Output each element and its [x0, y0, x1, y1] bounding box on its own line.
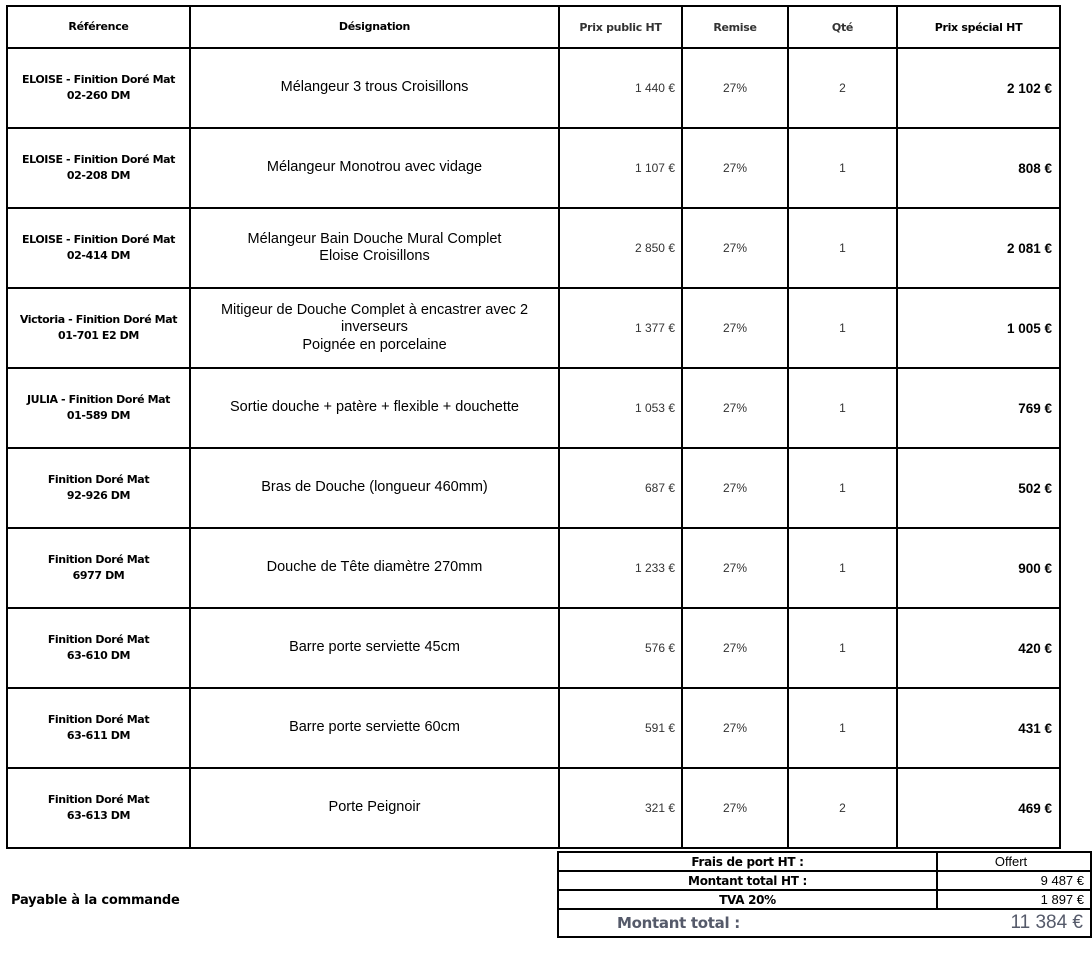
reference-cell — [7, 448, 190, 528]
prix-special-cell: 900 € — [897, 528, 1060, 608]
prix-public-cell: 1 107 € — [559, 128, 682, 208]
prix-public-cell: 591 € — [559, 688, 682, 768]
reference-code: 02-260 DM — [66, 89, 131, 102]
reference-cell — [7, 208, 190, 288]
reference-name: Finition Doré Mat — [47, 793, 150, 806]
quantity-cell: 1 — [788, 288, 897, 368]
table-row — [7, 768, 1060, 848]
reference-cell — [7, 368, 190, 448]
designation-line-1: Mélangeur 3 trous Croisillons — [280, 79, 469, 96]
prix-special-cell: 808 € — [897, 128, 1060, 208]
prix-special-cell: 2 102 € — [897, 48, 1060, 128]
designation-cell — [190, 128, 559, 208]
payment-note: Payable à la commande — [11, 893, 180, 908]
reference-cell — [7, 48, 190, 128]
reference-cell — [7, 608, 190, 688]
reference-name: Victoria - Finition Doré Mat — [19, 313, 178, 326]
table-row — [7, 128, 1060, 208]
quantity-cell: 1 — [788, 688, 897, 768]
designation-line-1: Barre porte serviette 45cm — [289, 639, 460, 656]
prix-public-cell: 576 € — [559, 608, 682, 688]
designation-line-1: Mitigeur de Douche Complet à encastrer avec 2 — [220, 301, 529, 318]
quantity-cell: 1 — [788, 448, 897, 528]
reference-name: ELOISE - Finition Doré Mat — [22, 73, 175, 86]
reference-name: Finition Doré Mat — [47, 633, 150, 646]
remise-cell: 27% — [682, 48, 788, 128]
table-header-row — [7, 6, 1060, 48]
quantity-cell: 1 — [788, 128, 897, 208]
prix-public-cell: 321 € — [559, 768, 682, 848]
designation-cell — [190, 528, 559, 608]
table-row — [7, 608, 1060, 688]
reference-code: 6977 DM — [72, 569, 125, 582]
table-row — [7, 528, 1060, 608]
designation-cell — [190, 608, 559, 688]
designation-line-1: Bras de Douche (longueur 460mm) — [261, 479, 488, 496]
designation-line-1: Douche de Tête diamètre 270mm — [266, 559, 483, 576]
prix-special-cell: 769 € — [897, 368, 1060, 448]
reference-code: 01-589 DM — [66, 409, 131, 422]
prix-special-cell: 2 081 € — [897, 208, 1060, 288]
remise-cell: 27% — [682, 128, 788, 208]
grand-total-row — [558, 909, 1091, 937]
header-prix-special: Prix spécial HT — [897, 6, 1060, 48]
reference-name: Finition Doré Mat — [47, 553, 150, 566]
reference-code: 92-926 DM — [66, 489, 131, 502]
reference-code: 02-414 DM — [66, 249, 131, 262]
designation-line-1: Barre porte serviette 60cm — [289, 719, 460, 736]
shipping-label: Frais de port HT : — [558, 852, 937, 871]
reference-code: 63-611 DM — [66, 729, 131, 742]
remise-cell: 27% — [682, 288, 788, 368]
designation-cell — [190, 288, 559, 368]
table-row — [7, 208, 1060, 288]
designation-cell — [190, 688, 559, 768]
remise-cell: 27% — [682, 688, 788, 768]
remise-cell: 27% — [682, 528, 788, 608]
reference-name: Finition Doré Mat — [47, 713, 150, 726]
table-row — [7, 288, 1060, 368]
quantity-cell: 2 — [788, 768, 897, 848]
designation-line-1: Mélangeur Monotrou avec vidage — [266, 159, 483, 176]
quantity-cell: 1 — [788, 528, 897, 608]
prix-special-cell: 420 € — [897, 608, 1060, 688]
prix-public-cell: 1 233 € — [559, 528, 682, 608]
grand-total-value: 11 384 € — [937, 909, 1091, 937]
designation-line-3: Poignée en porcelaine — [302, 336, 447, 353]
table-row — [7, 368, 1060, 448]
reference-name: JULIA - Finition Doré Mat — [26, 393, 171, 406]
reference-cell — [7, 768, 190, 848]
reference-name: ELOISE - Finition Doré Mat — [22, 153, 175, 166]
total-ht-label: Montant total HT : — [558, 871, 937, 890]
reference-name: ELOISE - Finition Doré Mat — [22, 233, 175, 246]
designation-line-1: Sortie douche + patère + flexible + douchette — [230, 399, 519, 416]
reference-cell — [7, 128, 190, 208]
quantity-cell: 1 — [788, 368, 897, 448]
grand-total-label: Montant total : — [558, 909, 937, 937]
tva-label: TVA 20% — [558, 890, 937, 909]
designation-cell — [190, 368, 559, 448]
prix-special-cell: 1 005 € — [897, 288, 1060, 368]
tva-value: 1 897 € — [937, 890, 1091, 909]
designation-cell — [190, 48, 559, 128]
header-remise: Remise — [682, 6, 788, 48]
shipping-value: Offert — [937, 852, 1091, 871]
total-ht-row — [558, 871, 1091, 890]
remise-cell: 27% — [682, 448, 788, 528]
total-ht-value: 9 487 € — [937, 871, 1091, 890]
header-reference: Référence — [7, 6, 190, 48]
reference-name: Finition Doré Mat — [47, 473, 150, 486]
prix-public-cell: 2 850 € — [559, 208, 682, 288]
reference-code: 02-208 DM — [66, 169, 131, 182]
quantity-cell: 1 — [788, 608, 897, 688]
designation-cell — [190, 768, 559, 848]
prix-special-cell: 502 € — [897, 448, 1060, 528]
remise-cell: 27% — [682, 208, 788, 288]
quantity-cell: 1 — [788, 208, 897, 288]
reference-cell — [7, 688, 190, 768]
quote-table — [6, 5, 1061, 849]
prix-public-cell: 687 € — [559, 448, 682, 528]
designation-cell — [190, 448, 559, 528]
designation-cell — [190, 208, 559, 288]
header-qte: Qté — [788, 6, 897, 48]
prix-public-cell: 1 440 € — [559, 48, 682, 128]
remise-cell: 27% — [682, 368, 788, 448]
prix-special-cell: 469 € — [897, 768, 1060, 848]
reference-cell — [7, 288, 190, 368]
designation-line-1: Porte Peignoir — [328, 799, 421, 816]
table-row — [7, 48, 1060, 128]
reference-cell — [7, 528, 190, 608]
quantity-cell: 2 — [788, 48, 897, 128]
tva-row — [558, 890, 1091, 909]
header-designation: Désignation — [190, 6, 559, 48]
remise-cell: 27% — [682, 608, 788, 688]
shipping-row — [558, 852, 1091, 871]
remise-cell: 27% — [682, 768, 788, 848]
prix-special-cell: 431 € — [897, 688, 1060, 768]
header-prix-public: Prix public HT — [559, 6, 682, 48]
prix-public-cell: 1 377 € — [559, 288, 682, 368]
prix-public-cell: 1 053 € — [559, 368, 682, 448]
reference-code: 63-610 DM — [66, 649, 131, 662]
designation-line-1: Mélangeur Bain Douche Mural Complet — [247, 230, 502, 247]
designation-line-2: inverseurs — [341, 319, 408, 336]
reference-code: 63-613 DM — [66, 809, 131, 822]
table-row — [7, 448, 1060, 528]
designation-line-2: Eloise Croisillons — [319, 248, 430, 264]
totals-table — [557, 851, 1092, 938]
reference-code: 01-701 E2 DM — [58, 329, 139, 342]
table-row — [7, 688, 1060, 768]
